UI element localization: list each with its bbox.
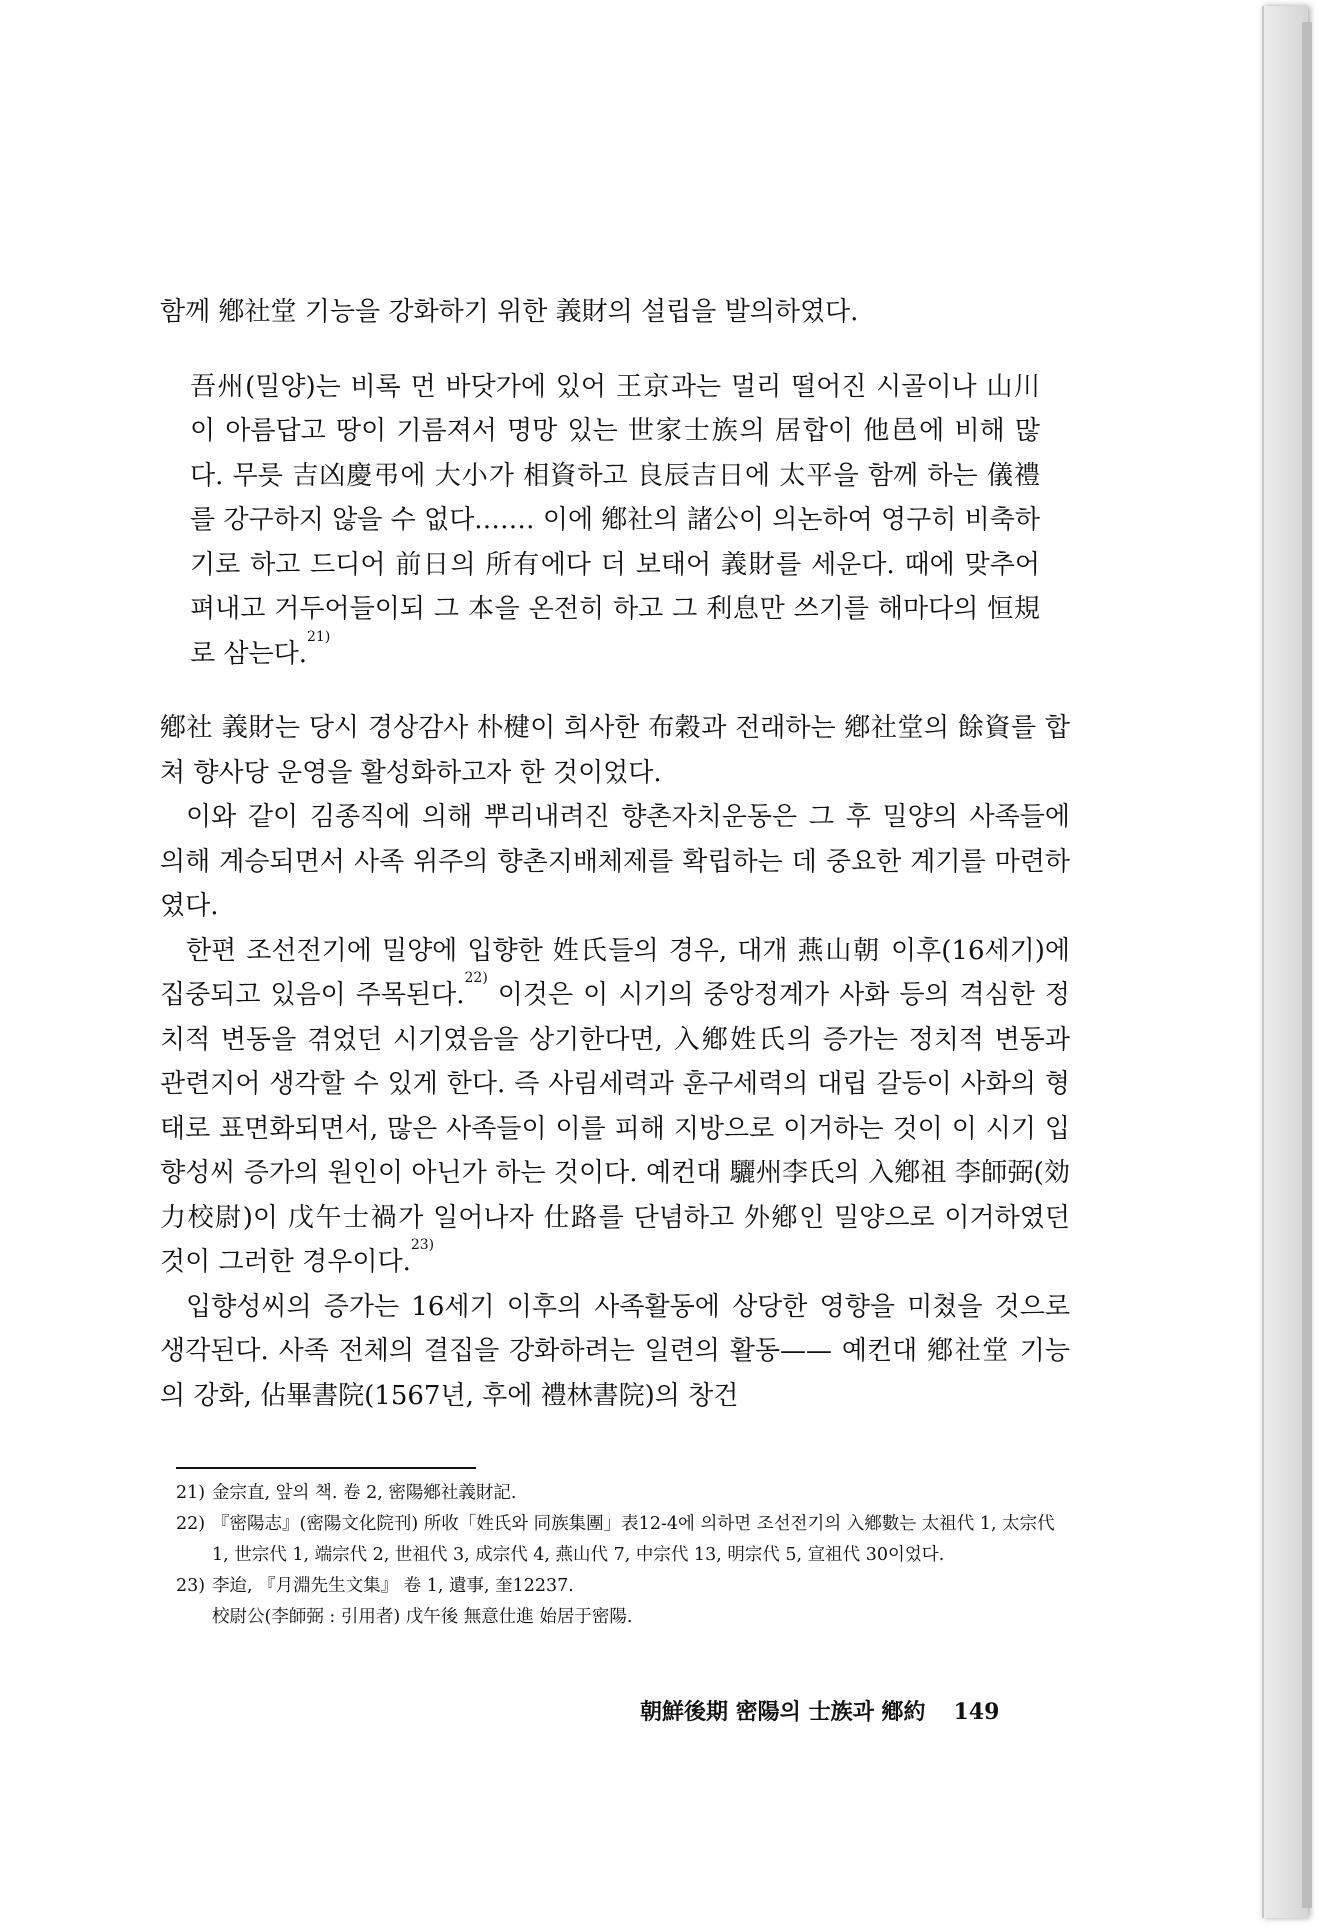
footnote-divider (176, 1467, 476, 1469)
footnotes (176, 1478, 1076, 1633)
page-number: 149 (953, 1699, 1000, 1725)
paragraph-4-part-b: 이것은 이 시기의 중앙정계가 사화 등의 격심한 정치적 변동을 겪었던 시기였음을 상기한다면, 入鄕姓氏의 증가는 정치적 변동과 관련지어 생각할 수 있게 한다. 즉 사림세력과 훈구세력의 대립 갈등이 사화의 형태로 표면화되면서, 많은 사족들이 이를 피해 지방으로 이거하는 것이 이 시기 입향성씨 증가의 원인이 아닌가 하는 것이다. 예컨대 驪州李氏의 入鄕祖 李師弼(効力校尉)이 戊午士禍가 일어나자 仕路를 단념하고 外鄕인 밀양으로 이거하였던 것이 그러한 경우이다. (160, 980, 1070, 1277)
paragraph-3: 이와 같이 김종직에 의해 뿌리내려진 향촌자치운동은 그 후 밀양의 사족들에 의해 계승되면서 사족 위주의 향촌지배체제를 확립하는 데 중요한 계기를 마련하였다. (160, 802, 1070, 921)
footnote-text: 校尉公(李師弼 : 引用者) 戊午後 無意仕進 始居于密陽. (212, 1607, 633, 1627)
footnote-ref-23[interactable]: 23) (410, 1237, 435, 1253)
paragraph-5: 입향성씨의 증가는 16세기 이후의 사족활동에 상당한 영향을 미쳤을 것으로 생각된다. 사족 전체의 결집을 강화하려는 일련의 활동—— 예컨대 鄕社堂 기능의 강화, 佔畢書院(1567년, 후에 禮林書院)의 창건 (160, 1291, 1070, 1411)
paragraph-4 (160, 929, 1070, 1285)
footnote-22 (176, 1509, 1076, 1571)
footnote-23-quote (176, 1602, 1076, 1633)
running-footer (640, 1695, 999, 1726)
footnote-number: 22) (176, 1514, 206, 1534)
footnote-number: 21) (176, 1483, 206, 1503)
footnote-ref-22[interactable]: 22) (464, 970, 488, 986)
footnote-ref-21[interactable]: 21) (307, 628, 331, 645)
page-edge-shadow (1302, 22, 1312, 1908)
quote-text: 吾州(밀양)는 비록 먼 바닷가에 있어 王京과는 멀리 떨어진 시골이나 山川이 아름답고 땅이 기름져서 명망 있는 世家士族의 居합이 他邑에 비해 많다. 무릇 吉凶慶弔에 大小가 相資하고 良辰吉日에 太平을 함께 하는 儀禮를 강구하지 않을 수 없다.…… 이에 鄕社의 諸公이 의논하여 영구히 비축하기로 하고 드디어 前日의 所有에다 더 보태어 義財를 세운다. 때에 맞추어 펴내고 거두어들이되 그 本을 온전히 하고 그 利息만 쓰기를 해마다의 恒規로 삼는다. (190, 371, 1040, 669)
block-quote (190, 365, 1040, 677)
page-edge-stack (1262, 0, 1334, 1926)
footnote-text: 李迨, 『月淵先生文集』 卷 1, 遺事, 奎12237. (212, 1576, 574, 1596)
footnote-21 (176, 1478, 1076, 1509)
paragraph-1: 함께 鄕社堂 기능을 강화하기 위한 義財의 설립을 발의하였다. (160, 297, 859, 327)
footnote-number: 23) (176, 1576, 206, 1596)
footnote-number (176, 1602, 212, 1633)
footnote-text: 『密陽志』(密陽文化院刊) 所收「姓氏와 同族集團」表12-4에 의하면 조선전기의 入鄕數는 太祖代 1, 太宗代 1, 世宗代 1, 端宗代 2, 世祖代 3, 成宗代 4, 燕山代 7, 中宗代 13, 明宗代 5, 宣祖代 30이었다. (212, 1514, 1055, 1565)
footnote-text: 金宗直, 앞의 책. 卷 2, 密陽鄕社義財記. (212, 1483, 517, 1503)
paragraph-4-part-a: 한편 조선전기에 밀양에 입향한 姓氏들의 경우, 대개 燕山朝 이후(16세기)에 집중되고 있음이 주목된다. (160, 935, 1070, 1010)
running-title: 朝鮮後期 密陽의 士族과 鄕約 (640, 1699, 926, 1725)
footnote-23 (176, 1571, 1076, 1602)
main-text (160, 290, 1070, 1418)
paragraph-2: 鄕社 義財는 당시 경상감사 朴楗이 희사한 布穀과 전래하는 鄕社堂의 餘資를 합쳐 향사당 운영을 활성화하고자 한 것이었다. (160, 713, 1070, 788)
